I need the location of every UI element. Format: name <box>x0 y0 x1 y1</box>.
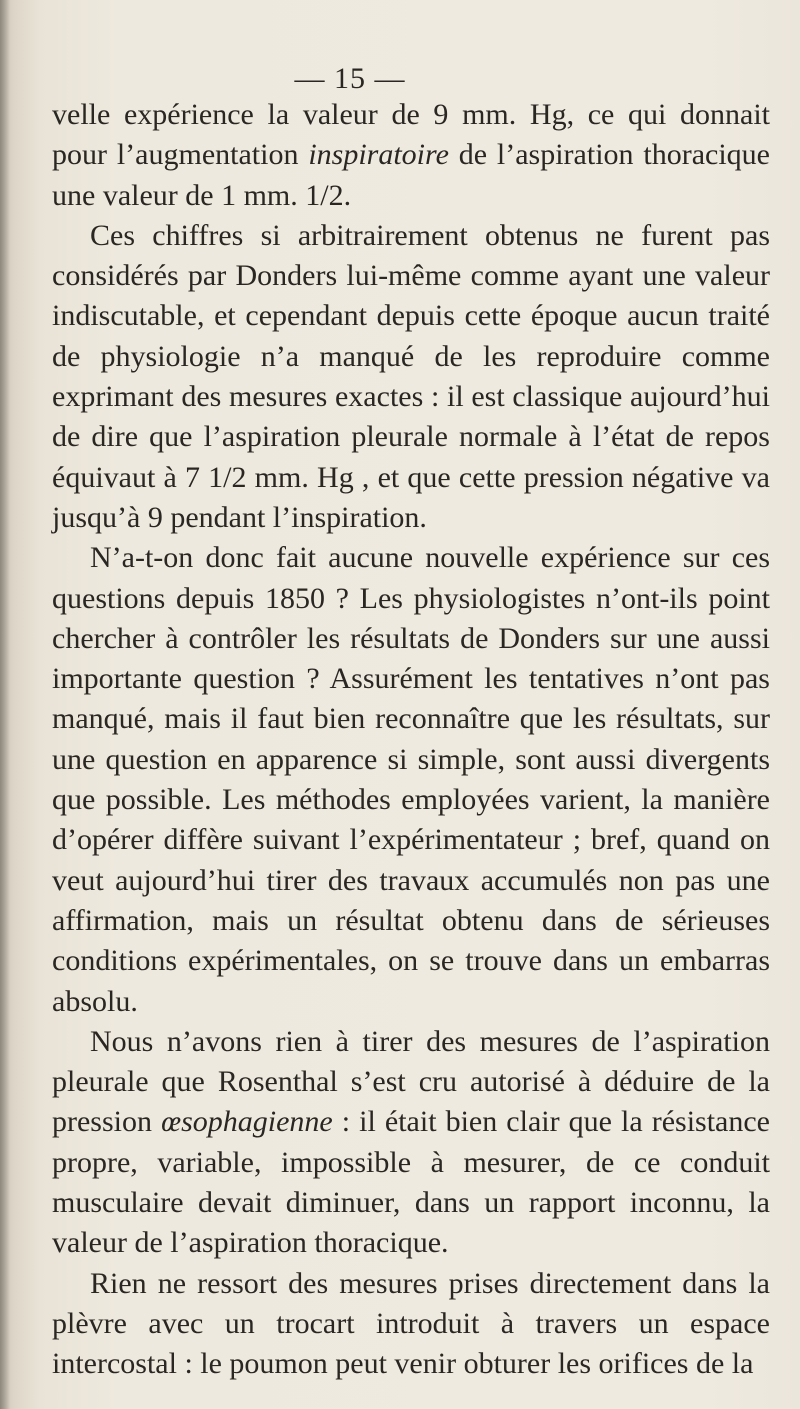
body-text <box>52 95 770 1385</box>
page-number: — 15 — <box>294 62 406 95</box>
paragraph <box>52 1022 770 1264</box>
paragraph <box>52 95 770 216</box>
text-run: de l’aspiration thoracique une valeur de 1 mm. 1/2. <box>52 138 770 212</box>
binding-shadow <box>0 0 10 1409</box>
text-run: Rien ne ressort des mesures prises directement dans la plèvre avec un trocart introduit à travers un espace intercostal : le poumon peut venir obturer les orifices de la <box>52 1266 770 1381</box>
text-run: : il était bien clair que la résistance propre, variable, impossible à mesurer, de ce conduit musculaire devait diminuer, dans un rapport inconnu, la valeur de l’aspiration thoracique. <box>52 1105 770 1260</box>
italic-term: inspiratoire <box>308 138 449 172</box>
paragraph <box>52 216 770 538</box>
paragraph <box>52 538 770 1022</box>
text-run: N’a-t-on donc fait aucune nouvelle expérience sur ces questions depuis 1850 ? Les physiologistes n’ont-ils point chercher à contrôler les résultats de Donders sur une aussi importante question ? Assurément les tentatives n’ont pas manqué, mais il faut bien reconnaître que les résultats, sur une question en apparence si simple, sont aussi divergents que possible. Les méthodes employées varient, la manière d’opérer diffère suivant l’expérimentateur ; bref, quand on veut aujourd’hui tirer des travaux accumulés non pas une affirmation, mais un résultat obtenu dans de sérieuses conditions expérimentales, on se trouve dans un embarras absolu. <box>52 541 770 1018</box>
text-run: velle expérience la valeur de 9 mm. Hg, ce qui donnait pour l’augmentation <box>52 98 770 172</box>
italic-term: œsophagienne <box>161 1105 333 1139</box>
paragraph <box>52 1264 770 1385</box>
text-run: Nous n’avons rien à tirer des mesures de l’aspiration pleurale que Rosenthal s’est cru autorisé à déduire de la pression <box>52 1024 770 1139</box>
text-run: Ces chiffres si arbitrairement obtenus ne furent pas considérés par Donders lui-même comme ayant une valeur indiscutable, et cependant depuis cette époque aucun traité de physiologie n’a manqué de les reproduire comme exprimant des mesures exactes : il est classique aujourd’hui de dire que l’aspiration pleurale normale à l’état de repos équivaut à 7 1/2 mm. Hg , et que cette pression négative va jusqu’à 9 pendant l’inspiration. <box>52 218 770 534</box>
